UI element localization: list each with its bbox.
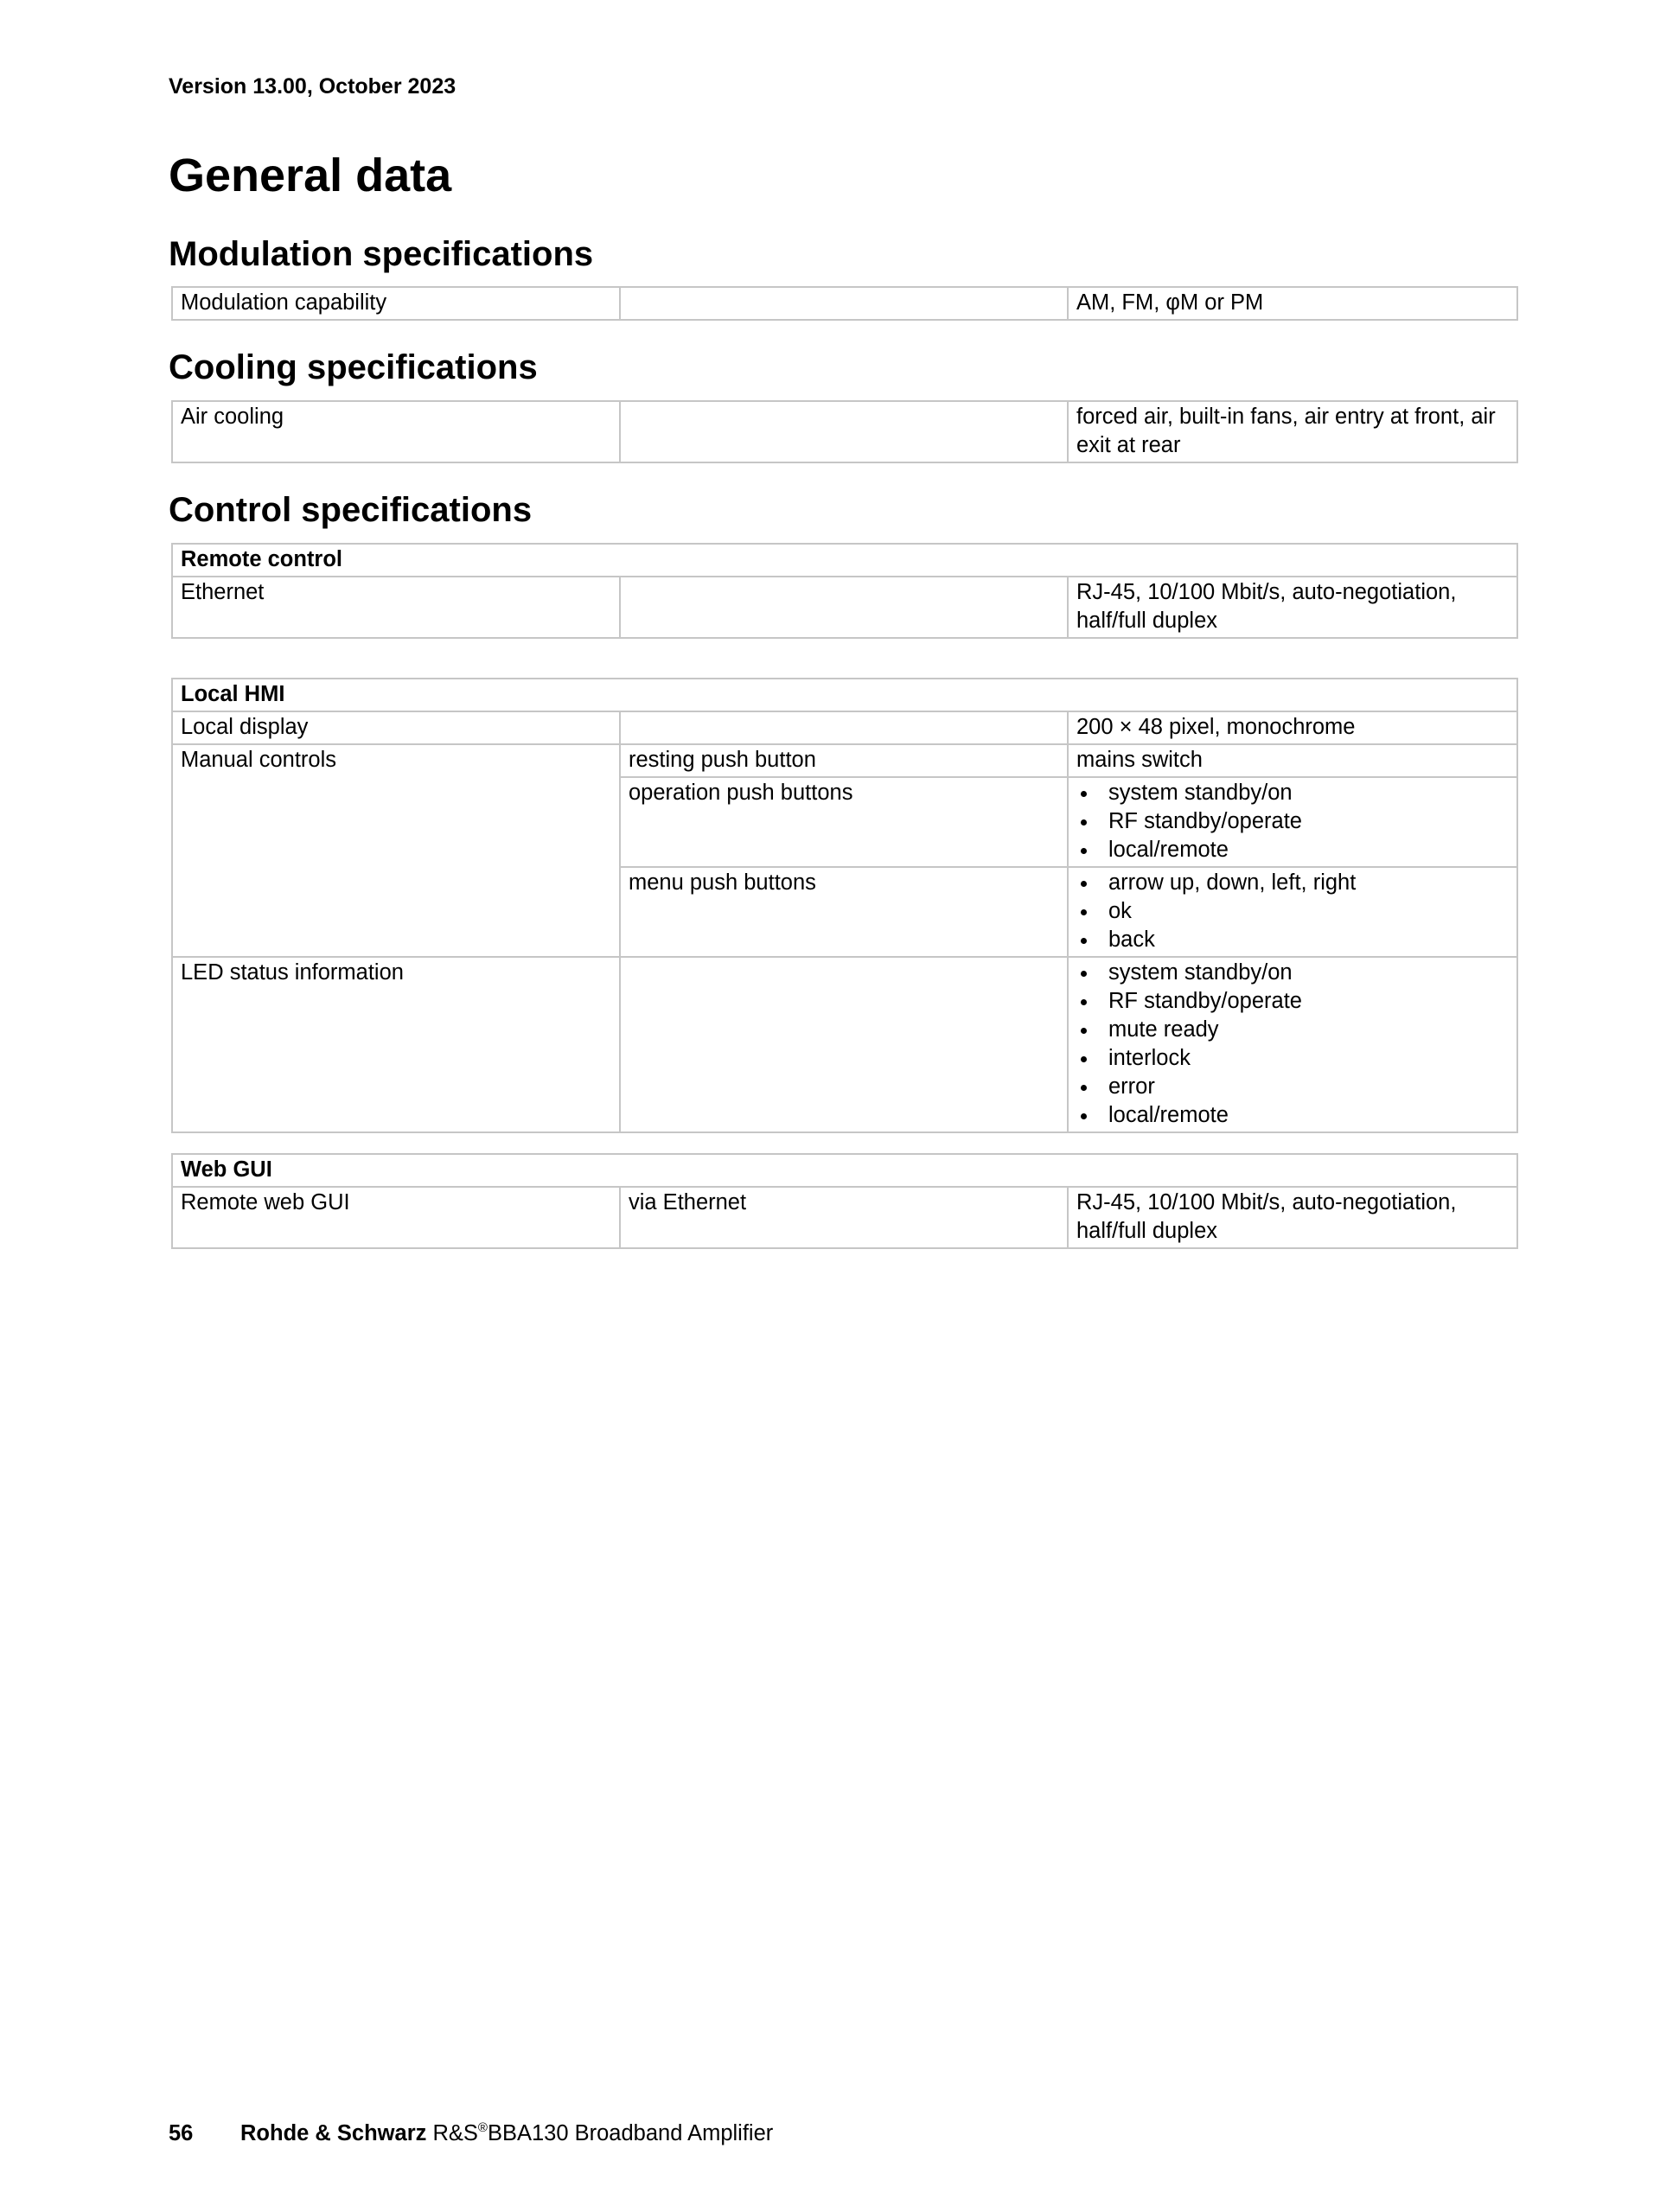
list-item: RF standby/operate — [1076, 987, 1509, 1016]
list-item: arrow up, down, left, right — [1076, 869, 1509, 897]
remote-control-table — [171, 543, 1518, 639]
web-gui-table — [171, 1153, 1518, 1249]
table-row — [172, 711, 1517, 744]
spec-label: LED status information — [172, 957, 620, 1132]
cooling-table — [171, 400, 1518, 463]
spec-label: Manual controls — [172, 744, 620, 957]
list-item: system standby/on — [1076, 779, 1509, 807]
table-row — [172, 957, 1517, 1132]
menu-list — [1076, 869, 1509, 954]
table-row — [172, 1154, 1517, 1187]
table-row — [172, 744, 1517, 777]
spec-sub — [620, 957, 1068, 1132]
spec-value: RJ-45, 10/100 Mbit/s, auto-negotiation, half/full duplex — [1068, 1187, 1517, 1248]
spec-sub: via Ethernet — [620, 1187, 1068, 1248]
led-list — [1076, 959, 1509, 1130]
control-heading: Control specifications — [169, 491, 533, 529]
list-item: back — [1076, 926, 1509, 954]
spec-label: Remote web GUI — [172, 1187, 620, 1248]
list-item: error — [1076, 1073, 1509, 1101]
operation-list — [1076, 779, 1509, 864]
table-row — [172, 401, 1517, 462]
spec-sub — [620, 287, 1068, 320]
web-gui-title: Web GUI — [172, 1154, 1517, 1187]
local-hmi-table — [171, 678, 1518, 1133]
spec-label: Ethernet — [172, 577, 620, 638]
spec-value: 200 × 48 pixel, monochrome — [1068, 711, 1517, 744]
spec-sub: menu push buttons — [620, 867, 1068, 957]
list-item: mute ready — [1076, 1016, 1509, 1044]
modulation-table — [171, 286, 1518, 321]
cooling-heading: Cooling specifications — [169, 348, 538, 386]
list-item: interlock — [1076, 1044, 1509, 1073]
registered-mark: ® — [477, 2120, 488, 2135]
spec-value — [1068, 777, 1517, 867]
table-row — [172, 679, 1517, 711]
page-footer — [169, 2120, 773, 2146]
spec-label: Air cooling — [172, 401, 620, 462]
footer-product: BBA130 Broadband Amplifier — [487, 2121, 774, 2145]
list-item: local/remote — [1076, 836, 1509, 864]
list-item: local/remote — [1076, 1101, 1509, 1130]
spec-sub — [620, 401, 1068, 462]
table-row — [172, 287, 1517, 320]
spec-sub: resting push button — [620, 744, 1068, 777]
table-row — [172, 1187, 1517, 1248]
spec-value: mains switch — [1068, 744, 1517, 777]
spec-label: Local display — [172, 711, 620, 744]
spec-sub: operation push buttons — [620, 777, 1068, 867]
table-row — [172, 544, 1517, 577]
list-item: RF standby/operate — [1076, 807, 1509, 836]
spec-label: Modulation capability — [172, 287, 620, 320]
spec-value: forced air, built-in fans, air entry at front, air exit at rear — [1068, 401, 1517, 462]
page-title: General data — [169, 150, 452, 201]
spec-value: RJ-45, 10/100 Mbit/s, auto-negotiation, half/full duplex — [1068, 577, 1517, 638]
footer-product-prefix: R&S — [432, 2121, 478, 2145]
local-hmi-title: Local HMI — [172, 679, 1517, 711]
spec-value — [1068, 957, 1517, 1132]
spec-value: AM, FM, φM or PM — [1068, 287, 1517, 320]
table-row — [172, 577, 1517, 638]
list-item: ok — [1076, 897, 1509, 926]
version-line: Version 13.00, October 2023 — [169, 74, 456, 99]
list-item: system standby/on — [1076, 959, 1509, 987]
remote-control-title: Remote control — [172, 544, 1517, 577]
spec-value — [1068, 867, 1517, 957]
spec-sub — [620, 577, 1068, 638]
modulation-heading: Modulation specifications — [169, 235, 594, 273]
spec-sub — [620, 711, 1068, 744]
page-number: 56 — [169, 2121, 194, 2145]
footer-brand: Rohde & Schwarz — [240, 2121, 427, 2145]
